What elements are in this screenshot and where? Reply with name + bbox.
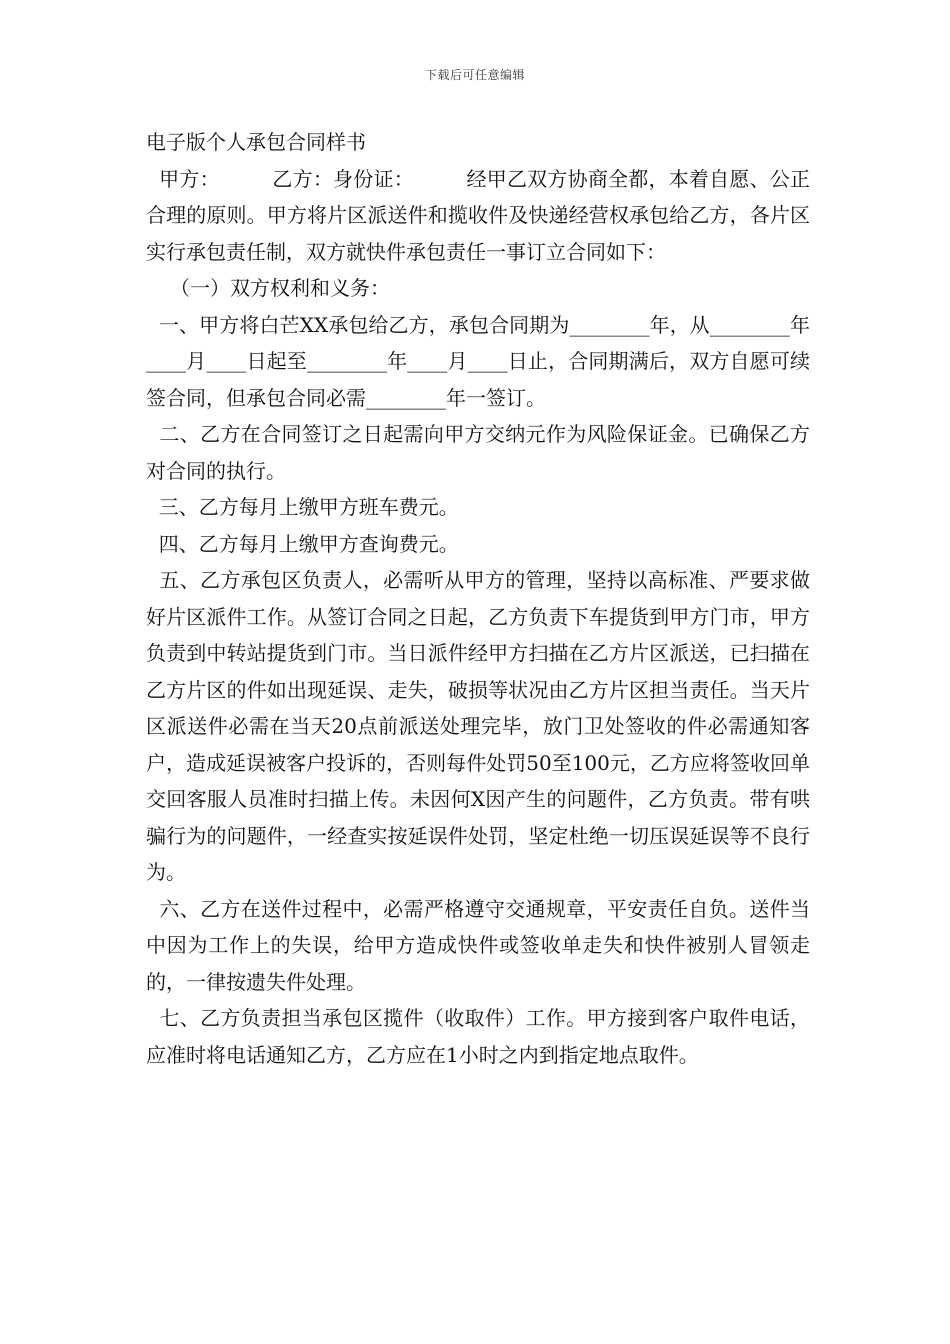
section-heading-rights: （一）双方权利和义务： — [170, 276, 390, 300]
document-title: 电子版个人承包合同样书 — [146, 130, 366, 154]
header-note: 下载后可任意编辑 — [424, 68, 525, 82]
clause-6: 六、乙方在送件过程中，必需严格遵守交通规章，平安责任自负。送件当中因为工作上的失误，给甲方造成快件或签收单走失和快件被别人冒领走的，一律按遗失件处理。 — [146, 896, 811, 994]
clause-2: 二、乙方在合同签订之日起需向甲方交纳元作为风险保证金。已确保乙方对合同的执行。 — [146, 422, 811, 483]
clause-4: 四、乙方每月上缴甲方查询费元。 — [146, 531, 459, 556]
clause-3: 三、乙方每月上缴甲方班车费元。 — [146, 495, 459, 519]
clause-7: 七、乙方负责担当承包区揽件（收取件）工作。甲方接到客户取件电话，应准时将电话通知乙方，乙方应在1小时之内到指定地点取件。 — [146, 1006, 811, 1067]
clause-5: 五、乙方承包区负责人，必需听从甲方的管理，坚持以高标准、严要求做好片区派件工作。从签订合同之日起，乙方负责下车提货到甲方门市，甲方负责到中转站提货到门市。当日派件经甲方扫描在乙方片区派送，已扫描在乙方片区的件如出现延误、走失，破损等状况由乙方片区担当责任。当天片区派送件必需在当天20点前派送处理完毕，放门卫处签收的件必需通知客户，造成延误被客户投诉的，否则每件处罚50至100元，乙方应将签收回单交回客服人员准时扫描上传。未因何X因产生的问题件，乙方负责。带有哄骗行为的问题件，一经查实按延误件处罚，坚定杜绝一切压误延误等不良行为。 — [146, 568, 811, 884]
paragraph-preamble: 甲方： 乙方：身份证： 经甲乙双方协商全都，本着自愿、公正合理的原则。甲方将片区派送件和揽收件及快递经营权承包给乙方，各片区实行承包责任制，双方就快件承包责任一事订立合同如下： — [146, 166, 811, 264]
clause-1: 一、甲方将白芒XX承包给乙方，承包合同期为________年，从________年____月____日起至________年____月____日止，合同期满后，双方自愿可续签合同，但承包合同必需________年一签订。 — [146, 312, 811, 410]
document-body — [146, 124, 810, 1073]
